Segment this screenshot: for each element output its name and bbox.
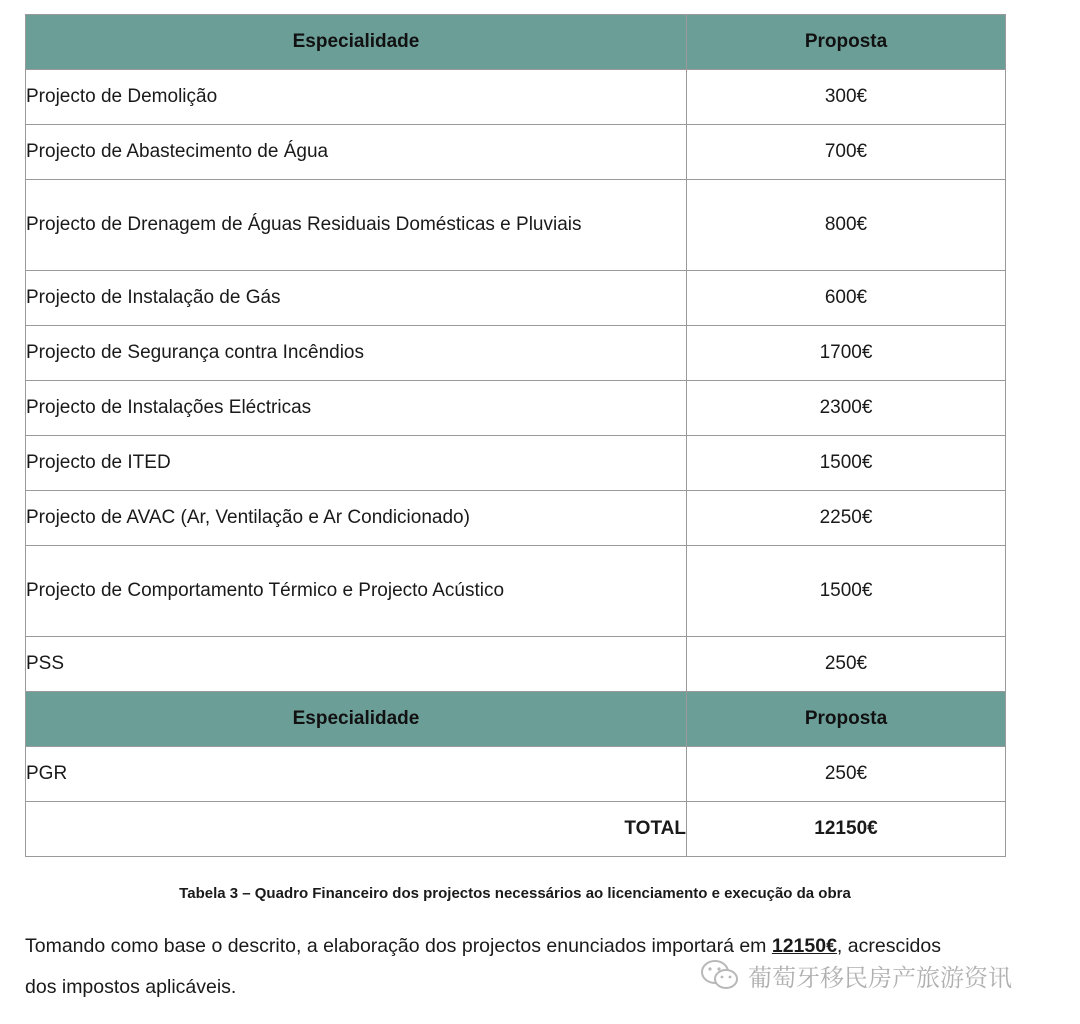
row-name: Projecto de Segurança contra Incêndios [26,326,687,381]
header-proposal: Proposta [687,692,1006,747]
row-name: PGR [26,747,687,802]
row-value: 2300€ [687,381,1006,436]
row-name: Projecto de Instalação de Gás [26,271,687,326]
row-name: Projecto de Drenagem de Águas Residuais Domésticas e Pluviais [26,180,687,271]
total-label: TOTAL [26,802,687,857]
table-row [26,747,1006,802]
table-caption: Tabela 3 – Quadro Financeiro dos projectos necessários ao licenciamento e execução da obra [179,885,851,902]
row-value: 800€ [687,180,1006,271]
table-row [26,125,1006,180]
table-row [26,326,1006,381]
row-value: 700€ [687,125,1006,180]
paragraph-text: , acrescidos [836,935,941,957]
header-proposal: Proposta [687,15,1006,70]
row-value: 2250€ [687,491,1006,546]
row-name: Projecto de Abastecimento de Água [26,125,687,180]
row-name: Projecto de ITED [26,436,687,491]
paragraph-text: dos impostos aplicáveis. [25,976,237,998]
table-header-row-2 [26,692,1006,747]
paragraph-amount: 12150€ [771,935,837,957]
row-value: 300€ [687,70,1006,125]
paragraph-text: Tomando como base o descrito, a elaboração dos projectos enunciados importará em [25,935,772,957]
table-row [26,637,1006,692]
row-value: 250€ [687,747,1006,802]
total-row [26,802,1006,857]
table-row [26,546,1006,637]
header-specialty: Especialidade [26,15,687,70]
header-specialty: Especialidade [26,692,687,747]
row-name: Projecto de AVAC (Ar, Ventilação e Ar Condicionado) [26,491,687,546]
watermark-text: 葡萄牙移民房产旅游资讯 [748,963,1012,992]
wechat-icon [700,958,740,992]
row-name: Projecto de Instalações Eléctricas [26,381,687,436]
watermark [700,955,1012,995]
table-row [26,436,1006,491]
table-header-row [26,15,1006,70]
table-row [26,381,1006,436]
row-name: Projecto de Comportamento Térmico e Projecto Acústico [26,546,687,637]
table-row [26,271,1006,326]
row-value: 600€ [687,271,1006,326]
total-value: 12150€ [687,802,1006,857]
table-row [26,70,1006,125]
row-value: 250€ [687,637,1006,692]
row-value: 1700€ [687,326,1006,381]
row-value: 1500€ [687,546,1006,637]
table-row [26,180,1006,271]
row-value: 1500€ [687,436,1006,491]
row-name: Projecto de Demolição [26,70,687,125]
row-name: PSS [26,637,687,692]
financial-table [25,14,1006,857]
table-row [26,491,1006,546]
